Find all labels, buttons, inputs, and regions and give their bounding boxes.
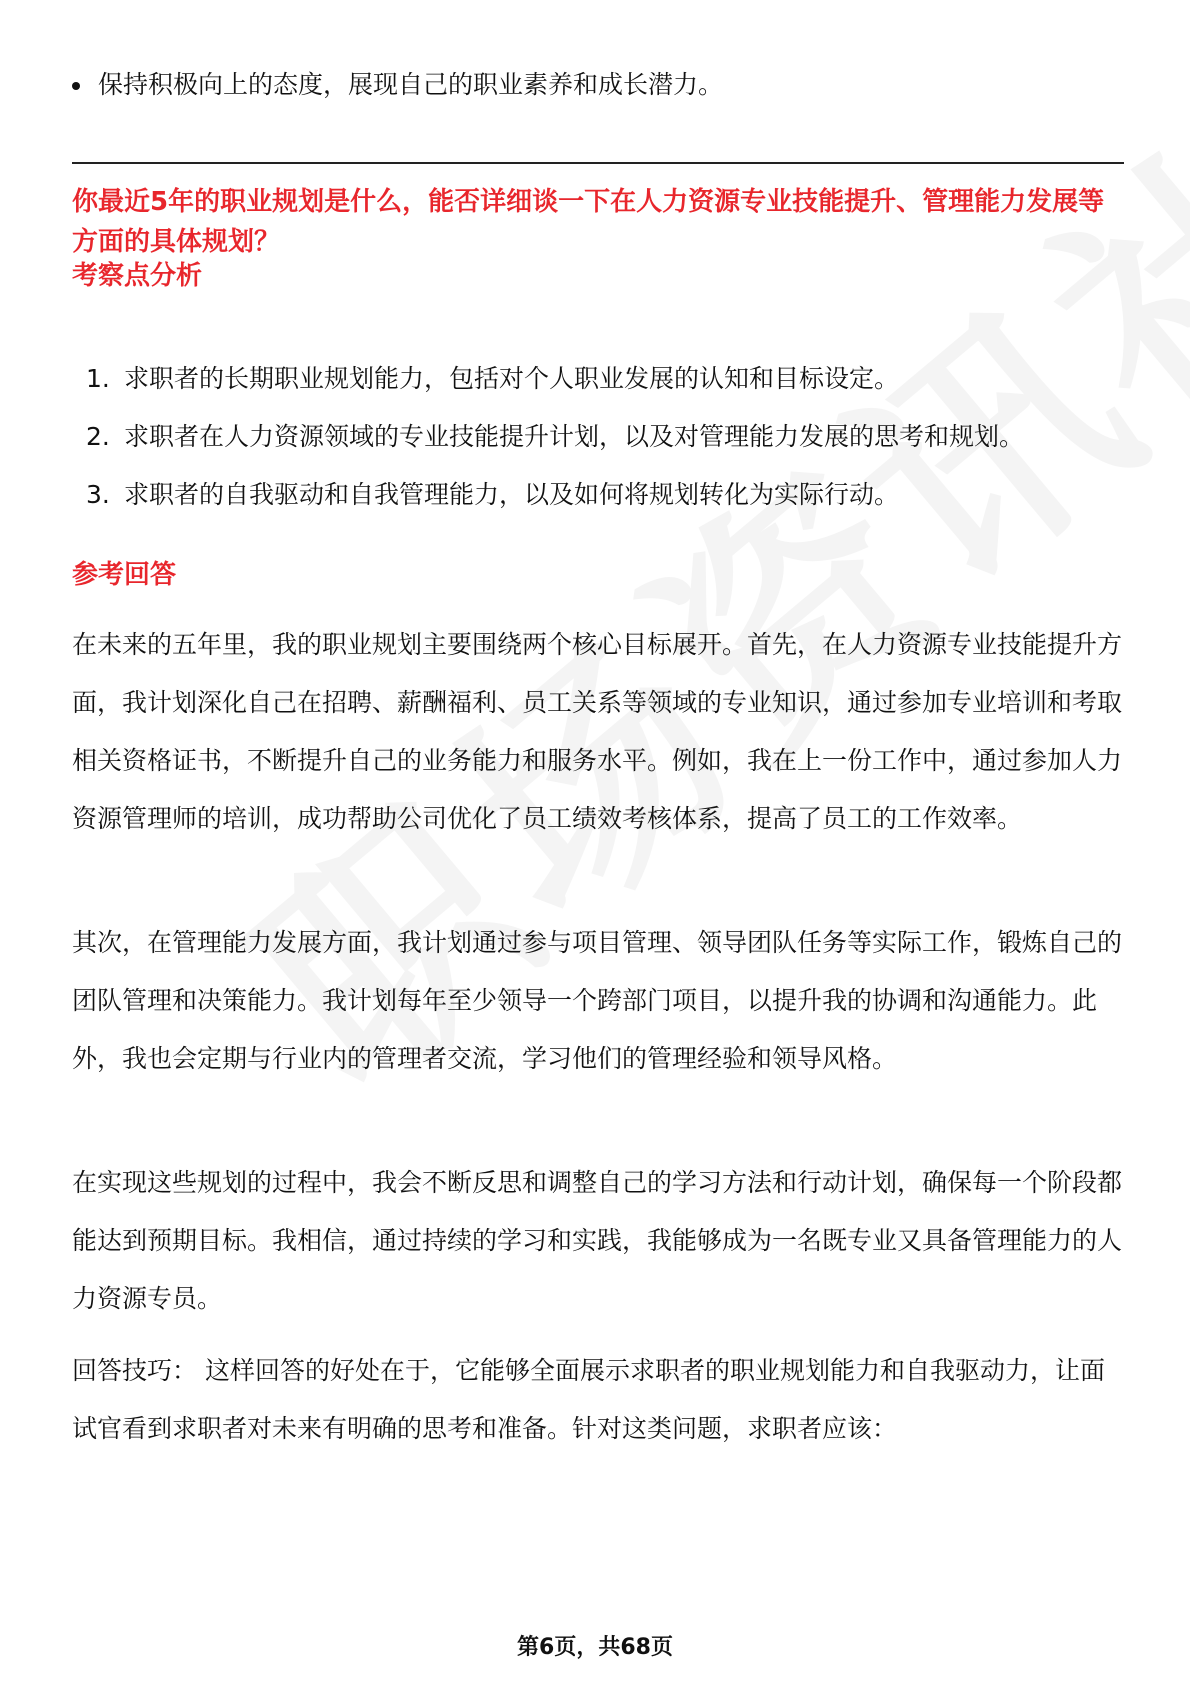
answer-title: 参考回答 [72,560,177,590]
list-text: 求职者在人力资源领域的专业技能提升计划，以及对管理能力发展的思考和规划。 [124,422,1025,451]
list-text: 求职者的长期职业规划能力，包括对个人职业发展的认知和目标设定。 [124,364,900,393]
list-item [72,350,1124,408]
question-heading: 你最近5年的职业规划是什么，能否详细谈一下在人力资源专业技能提升、管理能力发展等方面的具体规划？ [72,187,1105,257]
bullet-text: 保持积极向上的态度，展现自己的职业素养和成长潜力。 [98,70,724,99]
answer-paragraph: 其次，在管理能力发展方面，我计划通过参与项目管理、领导团队任务等实际工作，锻炼自己的团队管理和决策能力。我计划每年至少领导一个跨部门项目，以提升我的协调和沟通能力。此外，我也会定期与行业内的管理者交流，学习他们的管理经验和领导风格。 [72,928,1123,1073]
analysis-list [72,350,1124,524]
analysis-title: 考察点分析 [72,261,203,291]
list-item [72,466,1124,524]
list-text: 求职者的自我驱动和自我管理能力，以及如何将规划转化为实际行动。 [124,480,900,509]
list-number: 3. [86,480,110,509]
list-number: 1. [86,364,110,393]
bullet-dot-icon [72,82,80,90]
bullet-item [98,62,723,108]
answer-paragraph: 在未来的五年里，我的职业规划主要围绕两个核心目标展开。首先，在人力资源专业技能提升方面，我计划深化自己在招聘、薪酬福利、员工关系等领域的专业知识，通过参加专业培训和考取相关资格证书，不断提升自己的业务能力和服务水平。例如，我在上一份工作中，通过参加人力资源管理师的培训，成功帮助公司优化了员工绩效考核体系，提高了员工的工作效率。 [72,630,1123,833]
page-number: 第6页，共68页 [517,1635,673,1660]
list-item [72,408,1124,466]
answer-tips-paragraph: 回答技巧： 这样回答的好处在于，它能够全面展示求职者的职业规划能力和自我驱动力，让面试官看到求职者对未来有明确的思考和准备。针对这类问题，求职者应该： [72,1356,1105,1443]
divider [72,162,1124,164]
list-number: 2. [86,422,110,451]
answer-paragraph: 在实现这些规划的过程中，我会不断反思和调整自己的学习方法和行动计划，确保每一个阶段都能达到预期目标。我相信，通过持续的学习和实践，我能够成为一名既专业又具备管理能力的人力资源专员。 [72,1168,1123,1313]
